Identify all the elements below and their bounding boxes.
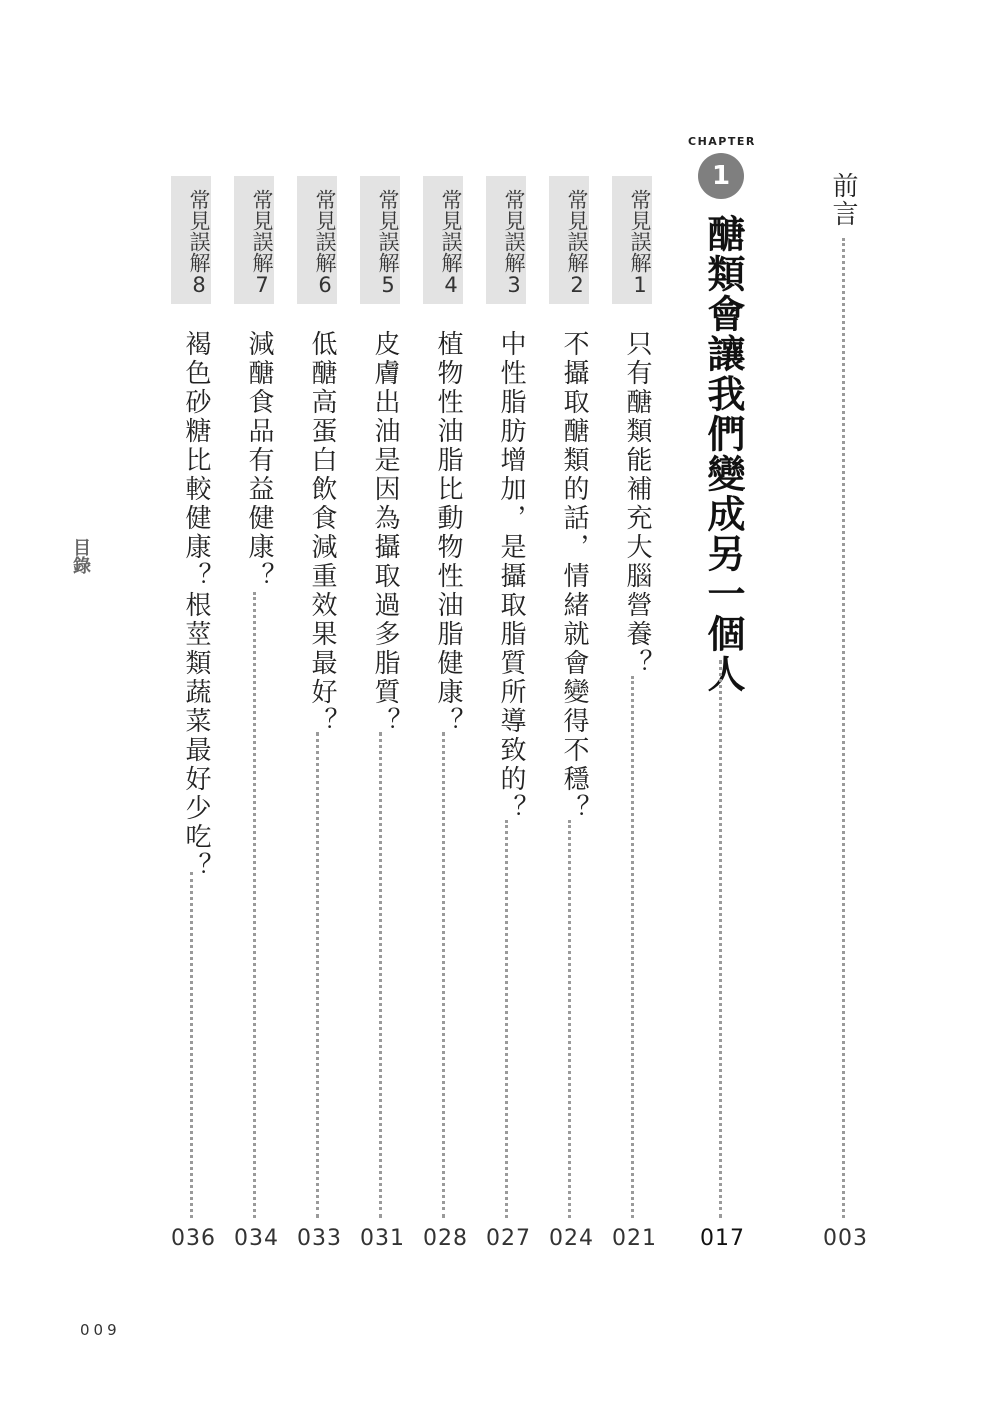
myth-leader-dots xyxy=(631,676,634,1218)
toc-section-label: 目錄 xyxy=(70,538,91,574)
myth-label: 常見誤解7 xyxy=(234,176,274,304)
chapter-number-badge: 1 xyxy=(698,153,744,199)
myth-page-number[interactable]: 033 xyxy=(297,1226,342,1251)
myth-leader-dots xyxy=(253,592,256,1218)
myth-title[interactable]: 不攝取醣類的話，情緒就會變得不穩？ xyxy=(559,330,589,823)
chapter-title[interactable]: 醣類會讓我們變成另一個人 xyxy=(701,214,745,694)
myth-leader-dots xyxy=(190,872,193,1218)
myth-title[interactable]: 中性脂肪增加，是攝取脂質所導致的？ xyxy=(496,330,526,823)
chapter-leader-dots xyxy=(719,660,722,1218)
myth-page-number[interactable]: 028 xyxy=(423,1226,468,1251)
myth-label: 常見誤解2 xyxy=(549,176,589,304)
myth-title[interactable]: 植物性油脂比動物性油脂健康？ xyxy=(433,330,463,736)
myth-page-number[interactable]: 024 xyxy=(549,1226,594,1251)
myth-page-number[interactable]: 021 xyxy=(612,1226,657,1251)
chapter-label: CHAPTER xyxy=(688,135,756,148)
myth-page-number[interactable]: 027 xyxy=(486,1226,531,1251)
myth-page-number[interactable]: 031 xyxy=(360,1226,405,1251)
page-number: 009 xyxy=(80,1321,121,1339)
myth-title[interactable]: 低醣高蛋白飲食減重效果最好？ xyxy=(307,330,337,736)
myth-leader-dots xyxy=(505,820,508,1218)
preface-leader-dots xyxy=(842,238,845,1218)
preface-page-number[interactable]: 003 xyxy=(823,1226,868,1251)
myth-page-number[interactable]: 034 xyxy=(234,1226,279,1251)
myth-label: 常見誤解6 xyxy=(297,176,337,304)
myth-leader-dots xyxy=(442,732,445,1218)
chapter-page-number[interactable]: 017 xyxy=(700,1226,745,1251)
preface-title[interactable]: 前言 xyxy=(828,172,858,228)
myth-leader-dots xyxy=(568,820,571,1218)
myth-title[interactable]: 只有醣類能補充大腦營養？ xyxy=(622,330,652,678)
myth-label: 常見誤解5 xyxy=(360,176,400,304)
myth-label: 常見誤解8 xyxy=(171,176,211,304)
myth-leader-dots xyxy=(316,732,319,1218)
myth-leader-dots xyxy=(379,732,382,1218)
myth-label: 常見誤解3 xyxy=(486,176,526,304)
myth-title[interactable]: 褐色砂糖比較健康？根莖類蔬菜最好少吃？ xyxy=(181,330,211,881)
myth-label: 常見誤解1 xyxy=(612,176,652,304)
myth-page-number[interactable]: 036 xyxy=(171,1226,216,1251)
myth-title[interactable]: 減醣食品有益健康？ xyxy=(244,330,274,591)
myth-label: 常見誤解4 xyxy=(423,176,463,304)
myth-title[interactable]: 皮膚出油是因為攝取過多脂質？ xyxy=(370,330,400,736)
